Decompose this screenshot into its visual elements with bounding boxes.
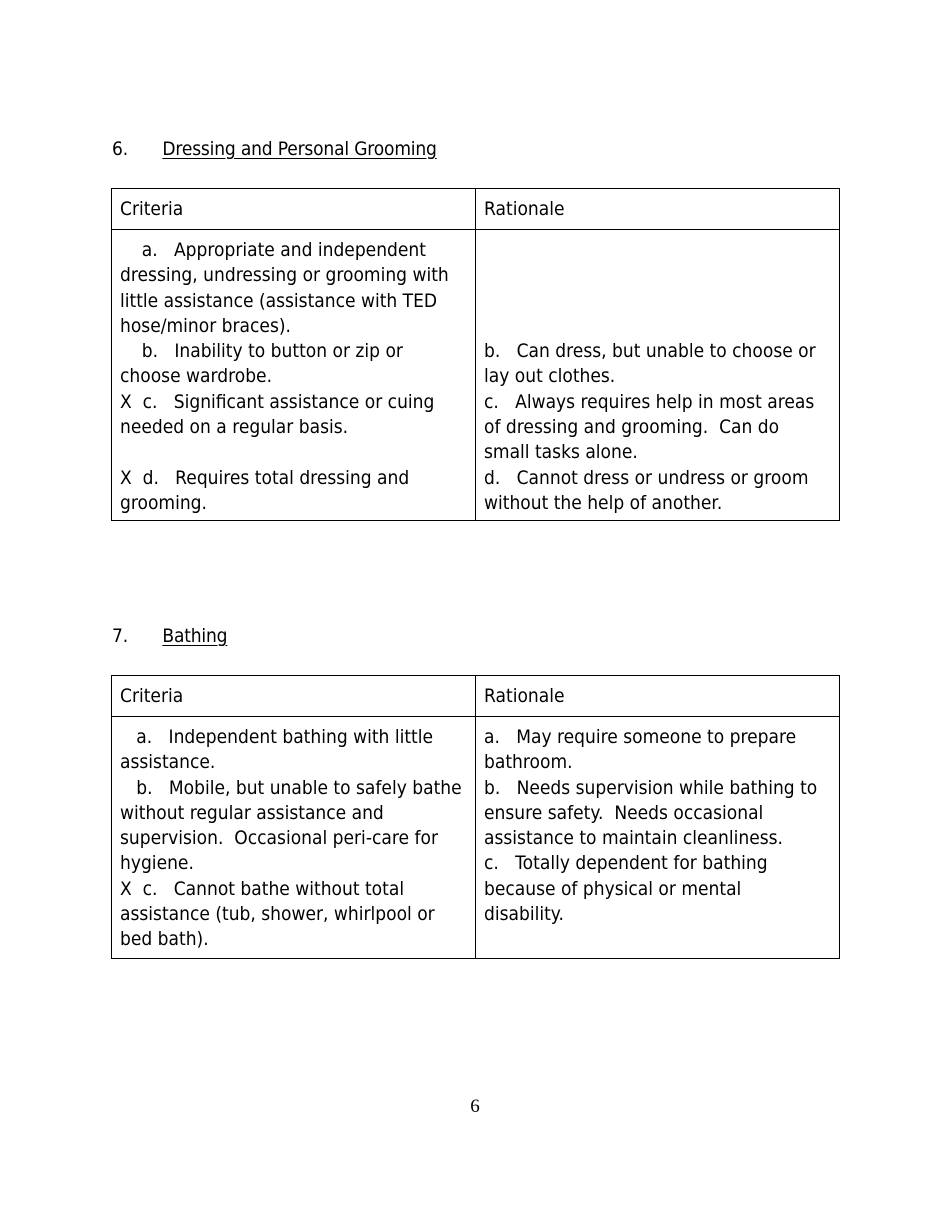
cell-text-line: without regular assistance and	[120, 801, 384, 824]
cell-text-line: assistance.	[120, 751, 216, 774]
cell-text-line: disability.	[484, 903, 564, 926]
section-title: Bathing	[162, 625, 228, 647]
blank-line	[484, 238, 831, 263]
cell-text-line: X c. Cannot bathe without total	[120, 877, 405, 900]
table-body-row	[112, 717, 840, 959]
cell-text-line: lay out clothes.	[484, 365, 616, 388]
cell-text-line: b. Needs supervision while bathing to	[484, 776, 818, 799]
cell-text-line: a. Independent bathing with little	[120, 726, 434, 748]
cell-text-line: choose wardrobe.	[120, 365, 273, 388]
cell-text-line: supervision. Occasional peri-care for	[120, 827, 438, 850]
cell-text-line: dressing, undressing or grooming with	[120, 264, 449, 287]
criteria-cell	[112, 230, 476, 521]
cell-text-line: little assistance (assistance with TED	[120, 289, 438, 312]
cell-text-line: b. Can dress, but unable to choose or	[484, 340, 816, 363]
cell-text-line: grooming.	[120, 491, 207, 514]
table-header-row	[112, 676, 840, 717]
section-7-heading	[112, 625, 227, 647]
cell-text-line: c. Always requires help in most areas	[484, 390, 815, 413]
section-6-heading	[112, 138, 437, 160]
section-7-table	[111, 675, 840, 959]
rationale-cell	[476, 717, 840, 959]
page-number: 6	[470, 1096, 480, 1117]
cell-text-line: b. Inability to button or zip or	[120, 340, 403, 363]
cell-text-line: bathroom.	[484, 751, 573, 774]
section-number: 7.	[112, 625, 128, 647]
cell-text-line: assistance (tub, shower, whirlpool or	[120, 903, 435, 926]
blank-line	[484, 289, 831, 314]
cell-text-line: assistance to maintain cleanliness.	[484, 827, 783, 850]
rationale-header: Rationale	[476, 676, 840, 717]
cell-text-line: ensure safety. Needs occasional	[484, 801, 764, 824]
blank-line	[120, 440, 467, 465]
cell-text-line: without the help of another.	[484, 491, 723, 514]
table-body-row	[112, 230, 840, 521]
cell-text-line: X c. Significant assistance or cuing	[120, 390, 435, 413]
section-6-table	[111, 188, 840, 521]
cell-text-line: d. Cannot dress or undress or groom	[484, 466, 809, 489]
blank-line	[484, 263, 831, 288]
cell-text-line: b. Mobile, but unable to safely bathe	[120, 776, 462, 799]
cell-text-line: small tasks alone.	[484, 441, 638, 464]
cell-text-line: needed on a regular basis.	[120, 416, 349, 439]
cell-text-line: because of physical or mental	[484, 877, 742, 900]
cell-text-line: hose/minor braces).	[120, 314, 291, 337]
rationale-cell	[476, 230, 840, 521]
rationale-header: Rationale	[476, 189, 840, 230]
table-header-row	[112, 189, 840, 230]
cell-text-line: of dressing and grooming. Can do	[484, 416, 780, 439]
section-number: 6.	[112, 138, 128, 160]
cell-text-line: bed bath).	[120, 928, 209, 951]
blank-line	[484, 314, 831, 339]
section-title: Dressing and Personal Grooming	[162, 138, 437, 160]
cell-text-line: a. Appropriate and independent	[120, 239, 426, 261]
cell-text-line: c. Totally dependent for bathing	[484, 852, 768, 875]
cell-text-line: a. May require someone to prepare	[484, 726, 797, 748]
criteria-header: Criteria	[112, 189, 476, 230]
cell-text-line: hygiene.	[120, 852, 194, 875]
cell-text-line: X d. Requires total dressing and	[120, 466, 410, 489]
criteria-cell	[112, 717, 476, 959]
criteria-header: Criteria	[112, 676, 476, 717]
